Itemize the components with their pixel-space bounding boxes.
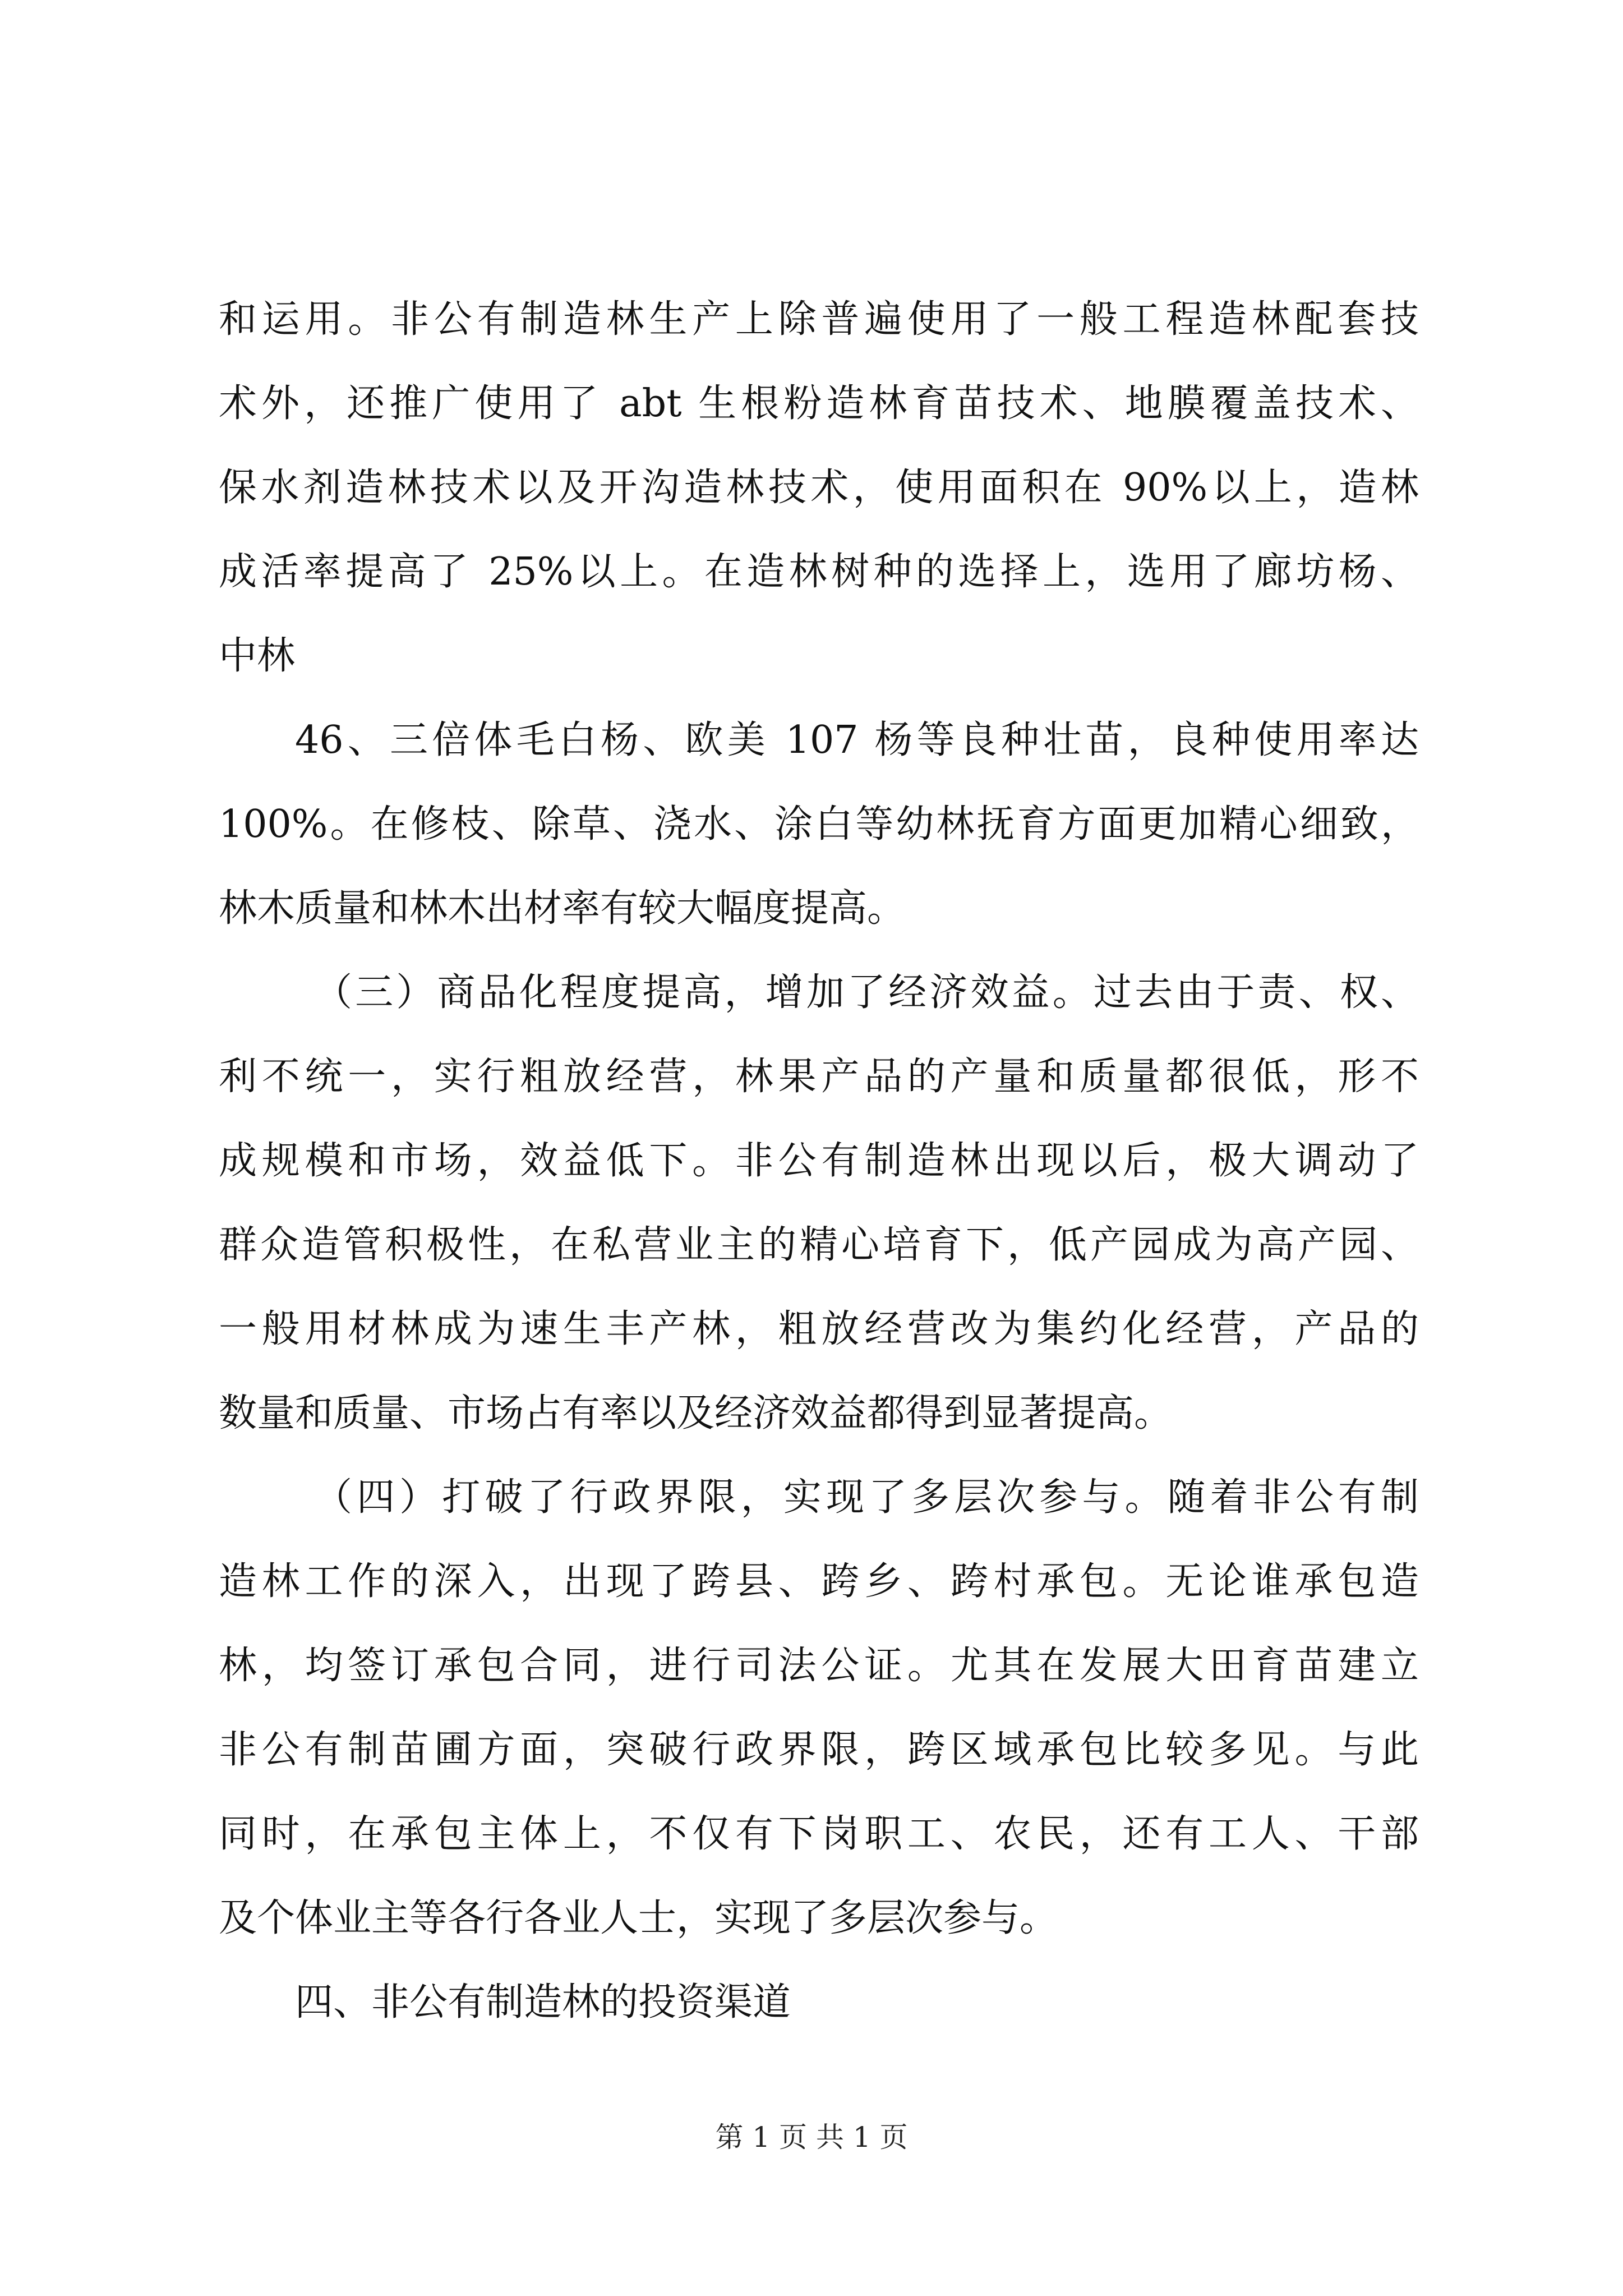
text-line: 造林工作的深入，出现了跨县、跨乡、跨村承包。无论谁承包造 (219, 1559, 1419, 1604)
text-line: 术外，还推广使用了 abt 生根粉造林育苗技术、地膜覆盖技术、 (219, 381, 1419, 426)
document-body (219, 292, 1419, 2059)
text-line: 保水剂造林技术以及开沟造林技术，使用面积在 90%以上，造林 (219, 466, 1419, 510)
text-line: 林木质量和林木出材率有较大幅度提高。 (219, 886, 906, 931)
text-line: 成活率提高了 25%以上。在造林树种的选择上，选用了廊坊杨、 (219, 550, 1419, 594)
text-line: 非公有制苗圃方面，突破行政界限，跨区域承包比较多见。与此 (219, 1728, 1419, 1772)
text-line: （三）商品化程度提高，增加了经济效益。过去由于责、权、 (314, 970, 1419, 1015)
text-line: 成规模和市场，效益低下。非公有制造林出现以后，极大调动了 (219, 1139, 1419, 1183)
text-line: 和运用。非公有制造林生产上除普遍使用了一般工程造林配套技 (219, 297, 1419, 342)
page-footer: 第 1 页 共 1 页 (715, 2121, 908, 2154)
text-line: 数量和质量、市场占有率以及经济效益都得到显著提高。 (219, 1391, 1173, 1435)
text-line: 100%。在修枝、除草、浇水、涂白等幼林抚育方面更加精心细致， (219, 802, 1419, 846)
text-line: 中林 (219, 634, 296, 678)
text-line: 46、三倍体毛白杨、欧美 107 杨等良种壮苗，良种使用率达 (295, 718, 1419, 762)
text-line: 利不统一，实行粗放经营，林果产品的产量和质量都很低，形不 (219, 1055, 1419, 1099)
text-line: 及个体业主等各行各业人士，实现了多层次参与。 (219, 1896, 1058, 1940)
text-line: （四）打破了行政界限，实现了多层次参与。随着非公有制 (314, 1475, 1419, 1520)
section-heading: 四、非公有制造林的投资渠道 (295, 1980, 791, 2024)
text-line: 林，均签订承包合同，进行司法公证。尤其在发展大田育苗建立 (219, 1644, 1419, 1688)
text-line: 群众造管积极性，在私营业主的精心培育下，低产园成为高产园、 (219, 1223, 1419, 1267)
text-line: 同时，在承包主体上，不仅有下岗职工、农民，还有工人、干部 (219, 1812, 1419, 1856)
text-line: 一般用材林成为速生丰产林，粗放经营改为集约化经营，产品的 (219, 1307, 1419, 1351)
